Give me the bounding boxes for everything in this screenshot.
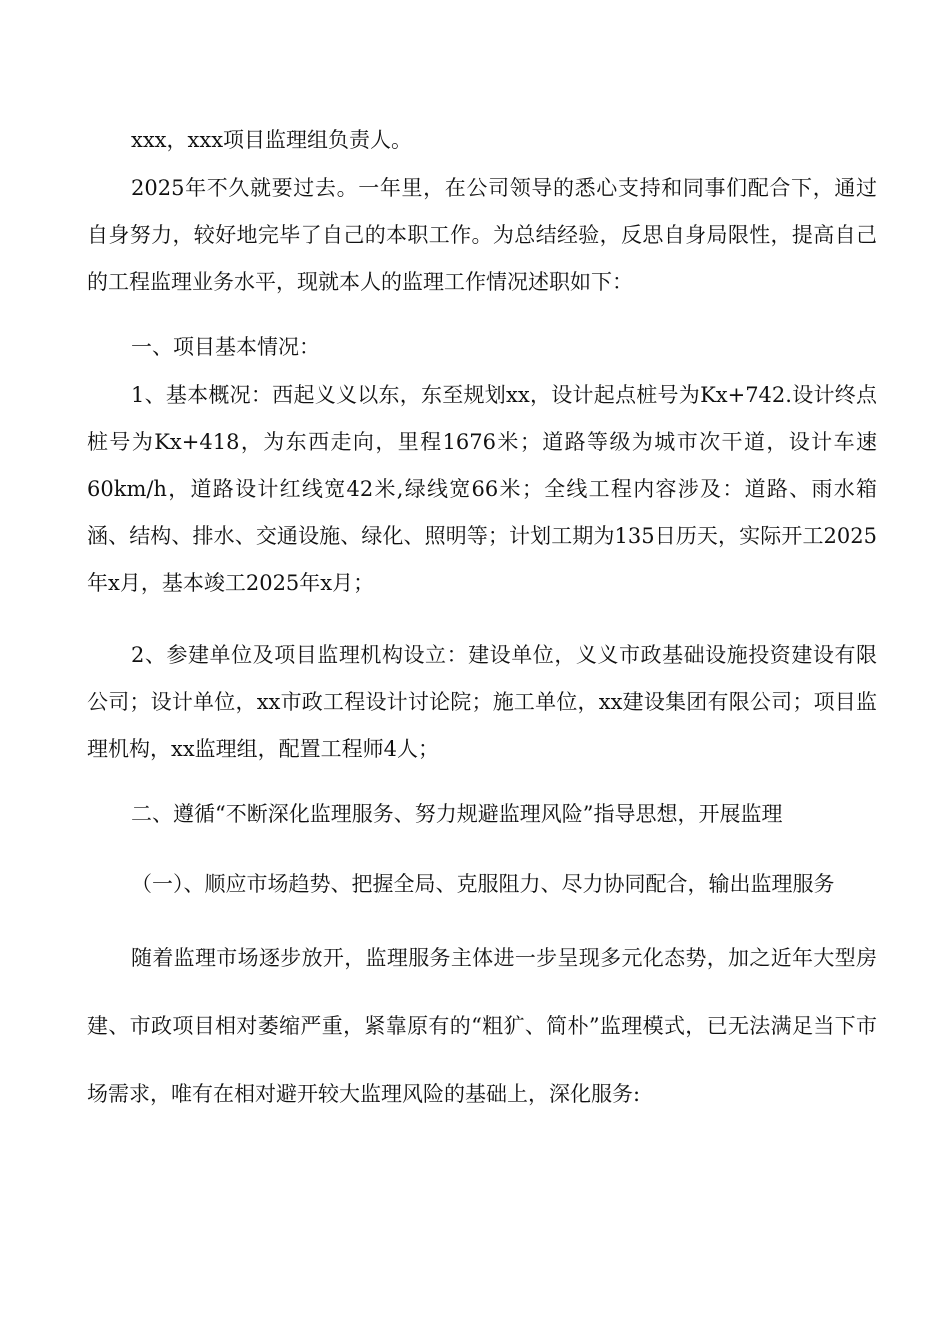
section-heading-guideline: 二、遵循“不断深化监理服务、努力规避监理风险”指导思想，开展监理: [131, 802, 783, 826]
summary-paragraph: 2025年不久就要过去。一年里，在公司领导的悉心支持和同事们配合下，通过自身努力，较好地完毕了自己的本职工作。为总结经验，反思自身局限性，提高自己的工程监理业务水平，现就本人的监理工作情况述职如下：: [87, 176, 877, 294]
subsection-heading-market-trend: （一）、顺应市场趋势、把握全局、克服阻力、尽力协同配合，输出监理服务: [131, 872, 835, 896]
market-paragraph: 随着监理市场逐步放开，监理服务主体进一步呈现多元化态势，加之近年大型房建、市政项目相对萎缩严重，紧靠原有的“粗犷、简朴”监理模式，已无法满足当下市场需求，唯有在相对避开较大监理风险的基础上，深化服务:: [87, 946, 877, 1106]
project-overview-paragraph: 1、基本概况：西起义义以东，东至规划xx，设计起点桩号为Kx+742.设计终点桩号为Kx+418，为东西走向，里程1676米；道路等级为城市次干道，设计车速60km/h，道路设计红线宽42米,绿线宽66米；全线工程内容涉及：道路、雨水箱涵、结构、排水、交通设施、绿化、照明等；计划工期为135日历天，实际开工2025年x月，基本竣工2025年x月；: [87, 383, 877, 595]
section-heading-basic-info: 一、项目基本情况：: [131, 335, 320, 359]
intro-paragraph: xxx，xxx项目监理组负责人。: [131, 128, 413, 152]
participating-units-paragraph: 2、参建单位及项目监理机构设立：建设单位，义义市政基础设施投资建设有限公司；设计单位，xx市政工程设计讨论院；施工单位，xx建设集团有限公司；项目监理机构，xx监理组，配置工程师4人；: [87, 643, 877, 761]
